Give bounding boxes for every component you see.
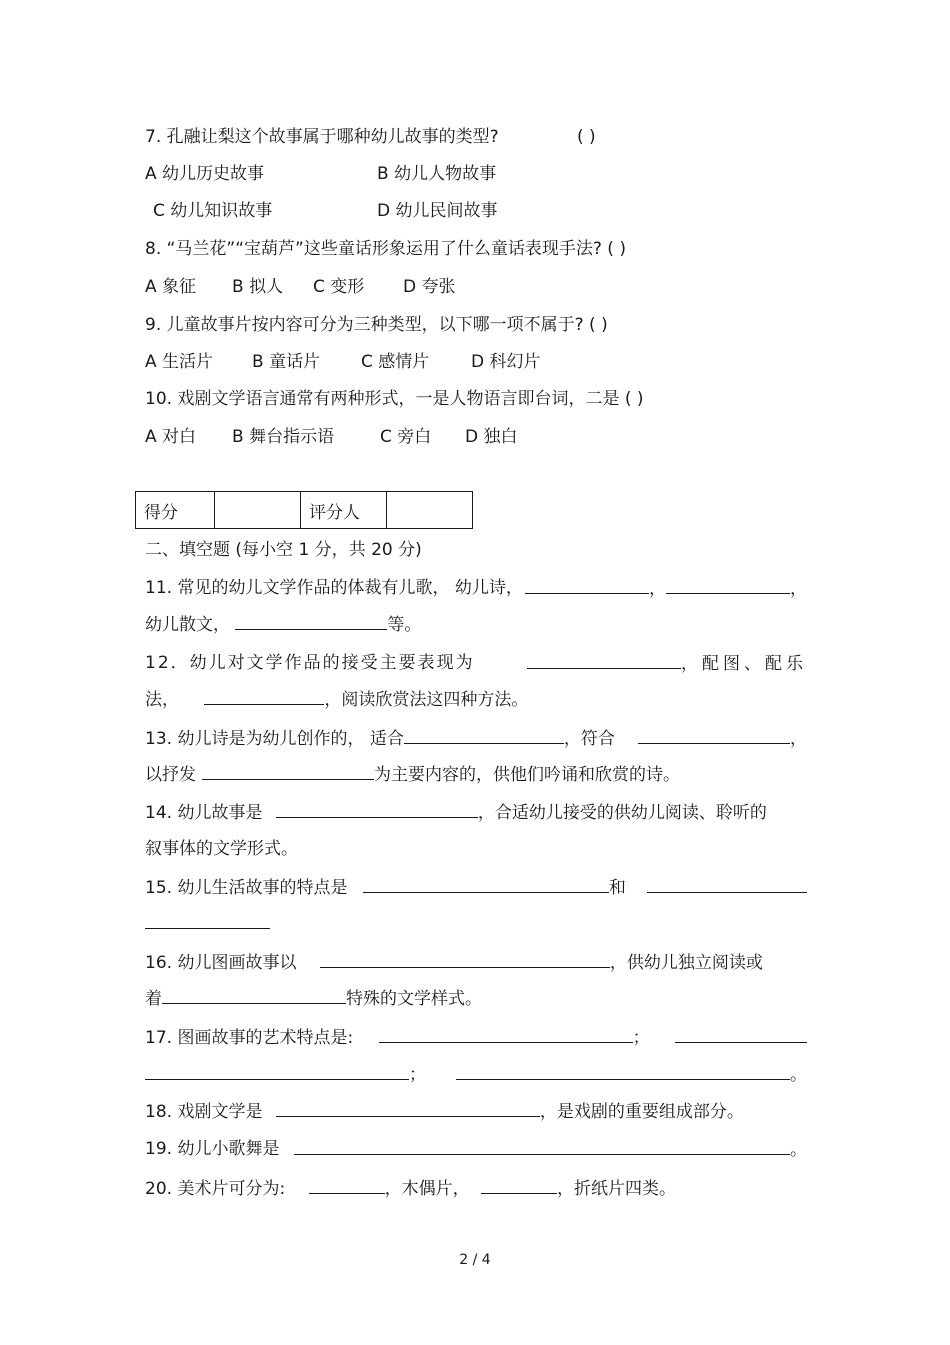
option-d: D 夸张 bbox=[403, 277, 456, 297]
grader-cell bbox=[387, 492, 473, 529]
answer-blank[interactable] bbox=[202, 763, 374, 780]
question-11-line1 bbox=[145, 577, 807, 600]
option-b: B 拟人 bbox=[232, 277, 284, 297]
question-15-line1 bbox=[145, 876, 807, 899]
question-20-text-3: ，折纸片四类。 bbox=[556, 1179, 676, 1199]
question-17-text: 17. 图画故事的艺术特点是: bbox=[145, 1028, 354, 1048]
answer-blank[interactable] bbox=[481, 1177, 557, 1194]
question-18-line1 bbox=[145, 1100, 744, 1123]
question-9-options bbox=[145, 351, 541, 373]
score-table bbox=[135, 491, 473, 529]
question-14-text: 14. 幼儿故事是 bbox=[145, 803, 263, 823]
answer-blank[interactable] bbox=[276, 801, 478, 818]
question-11-text-3: 等。 bbox=[387, 615, 422, 635]
question-15-text-2: 和 bbox=[608, 878, 626, 898]
question-20-text-2: ，木偶片， bbox=[384, 1179, 470, 1199]
punct: ； bbox=[409, 1065, 426, 1085]
answer-blank[interactable] bbox=[162, 987, 346, 1004]
option-c: C 感情片 bbox=[361, 352, 430, 372]
question-13-line2 bbox=[145, 763, 680, 786]
question-19-text: 19. 幼儿小歌舞是 bbox=[145, 1139, 280, 1159]
score-cell bbox=[215, 492, 301, 529]
punct: ， bbox=[790, 579, 807, 599]
option-d: D 独白 bbox=[465, 427, 518, 447]
answer-blank[interactable] bbox=[235, 613, 387, 630]
option-d: D 幼儿民间故事 bbox=[377, 201, 498, 221]
question-16-line2 bbox=[145, 987, 482, 1010]
option-a: A 象征 bbox=[145, 277, 197, 297]
question-17-line2 bbox=[145, 1063, 807, 1086]
answer-blank[interactable] bbox=[666, 577, 790, 594]
section-2-heading: 二、填空题 (每小空 1 分，共 20 分) bbox=[145, 540, 422, 560]
question-12-text-3: 法， bbox=[145, 690, 179, 710]
answer-blank[interactable] bbox=[404, 727, 564, 744]
question-17-line1 bbox=[145, 1026, 807, 1049]
question-16-text-4: 特殊的文学样式。 bbox=[346, 989, 482, 1009]
question-18-text-2: ，是戏剧的重要组成部分。 bbox=[539, 1102, 744, 1122]
answer-blank[interactable] bbox=[276, 1100, 540, 1117]
question-10-options bbox=[145, 426, 518, 448]
answer-blank[interactable] bbox=[294, 1138, 790, 1155]
question-12-text-4: ，阅读欣赏法这四种方法。 bbox=[324, 690, 529, 710]
question-16-text: 16. 幼儿图画故事以 bbox=[145, 953, 297, 973]
question-9-text: 9. 儿童故事片按内容可分为三种类型，以下哪一项不属于? ( ) bbox=[145, 315, 608, 335]
question-15-line2 bbox=[145, 912, 270, 935]
question-13-text-3: 以抒发 bbox=[145, 765, 196, 785]
question-10-text: 10. 戏剧文学语言通常有两种形式，一是人物语言即台词，二是 ( ) bbox=[145, 389, 644, 409]
question-8-text: 8. “马兰花”“宝葫芦”这些童话形象运用了什么童话表现手法? ( ) bbox=[145, 239, 626, 259]
grader-label: 评分人 bbox=[301, 492, 387, 529]
score-label: 得分 bbox=[136, 492, 215, 529]
punct: ， bbox=[649, 579, 666, 599]
answer-blank[interactable] bbox=[204, 688, 324, 705]
answer-blank[interactable] bbox=[638, 727, 790, 744]
question-16-text-2: ，供幼儿独立阅读或 bbox=[609, 953, 763, 973]
page-number: 2 / 4 bbox=[459, 1252, 491, 1268]
question-14-text-2: ，合适幼儿接受的供幼儿阅读、聆听的 bbox=[477, 803, 767, 823]
question-16-text-3: 着 bbox=[145, 989, 162, 1009]
punct: 。 bbox=[790, 1065, 807, 1085]
answer-blank[interactable] bbox=[675, 1026, 807, 1043]
question-20-text: 20. 美术片可分为: bbox=[145, 1179, 286, 1199]
answer-blank[interactable] bbox=[145, 912, 270, 929]
punct: ， bbox=[790, 729, 807, 749]
answer-blank[interactable] bbox=[647, 876, 807, 893]
option-a: A 对白 bbox=[145, 427, 197, 447]
question-13-line1 bbox=[145, 727, 807, 750]
question-7-answer-paren: ( ) bbox=[577, 127, 596, 147]
question-7-options-row1 bbox=[145, 163, 496, 185]
question-7 bbox=[145, 126, 499, 148]
question-12-text: 12．幼儿对文学作品的接受主要表现为 bbox=[145, 653, 475, 673]
option-a: A 幼儿历史故事 bbox=[145, 164, 265, 184]
answer-blank[interactable] bbox=[309, 1177, 385, 1194]
question-13-text-2: ，符合 bbox=[563, 729, 615, 749]
answer-blank[interactable] bbox=[456, 1063, 790, 1080]
option-b: B 舞台指示语 bbox=[232, 427, 335, 447]
option-d: D 科幻片 bbox=[471, 352, 541, 372]
answer-blank[interactable] bbox=[320, 951, 610, 968]
question-7-options-row2 bbox=[153, 200, 498, 222]
answer-blank[interactable] bbox=[525, 577, 649, 594]
question-13-text-4: 为主要内容的，供他们吟诵和欣赏的诗。 bbox=[374, 765, 680, 785]
option-a: A 生活片 bbox=[145, 352, 214, 372]
option-b: B 幼儿人物故事 bbox=[377, 164, 497, 184]
answer-blank[interactable] bbox=[379, 1026, 633, 1043]
answer-blank[interactable] bbox=[145, 1063, 409, 1080]
question-7-text: 7. 孔融让梨这个故事属于哪种幼儿故事的类型? bbox=[145, 127, 499, 147]
option-c: C 幼儿知识故事 bbox=[153, 201, 273, 221]
option-c: C 旁白 bbox=[380, 427, 432, 447]
question-14-line2: 叙事体的文学形式。 bbox=[145, 839, 298, 859]
question-13-text: 13. 幼儿诗是为幼儿创作的， 适合 bbox=[145, 729, 404, 749]
question-11-text: 11. 常见的幼儿文学作品的体裁有儿歌， 幼儿诗， bbox=[145, 578, 523, 598]
question-8-options bbox=[145, 276, 456, 298]
option-b: B 童话片 bbox=[252, 352, 321, 372]
punct: ； bbox=[632, 1028, 650, 1048]
question-15-text: 15. 幼儿生活故事的特点是 bbox=[145, 878, 348, 898]
question-20-line1 bbox=[145, 1177, 676, 1200]
question-12-line2 bbox=[145, 688, 528, 711]
question-12-line1 bbox=[145, 652, 807, 675]
question-14-line1 bbox=[145, 801, 767, 824]
question-16-line1 bbox=[145, 951, 763, 974]
question-18-text: 18. 戏剧文学是 bbox=[145, 1102, 263, 1122]
punct: 。 bbox=[790, 1140, 807, 1160]
question-12-text-2: ，配图、配乐 bbox=[681, 654, 807, 674]
question-11-line2 bbox=[145, 613, 421, 636]
question-19-line1 bbox=[145, 1138, 807, 1161]
answer-blank[interactable] bbox=[527, 652, 681, 669]
answer-blank[interactable] bbox=[363, 876, 609, 893]
question-11-text-2: 幼儿散文， bbox=[145, 615, 230, 635]
option-c: C 变形 bbox=[313, 277, 365, 297]
